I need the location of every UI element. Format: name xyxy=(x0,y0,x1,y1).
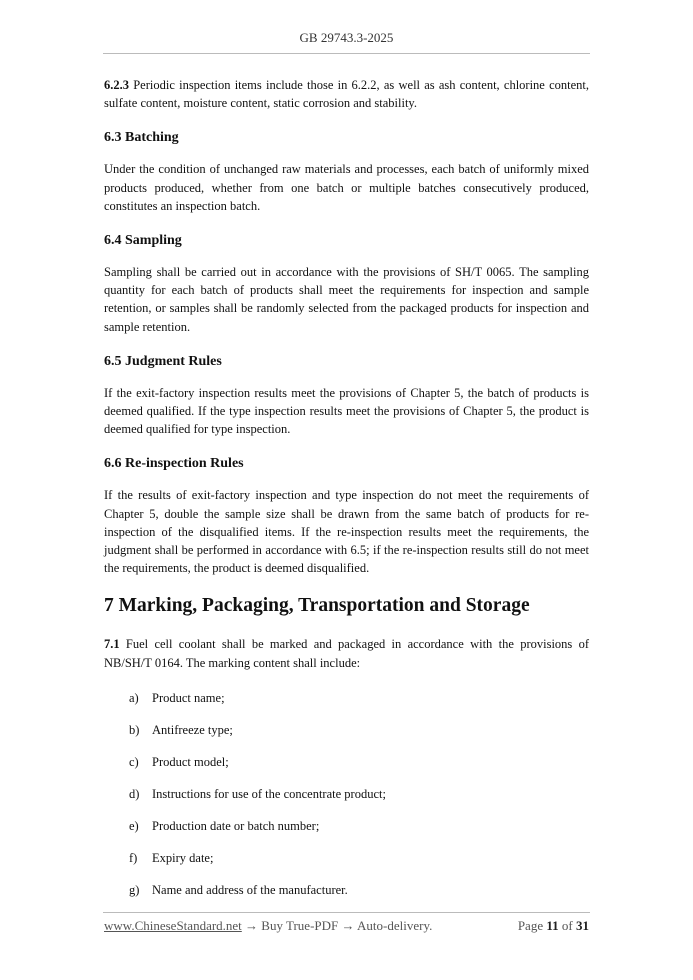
list-text: Name and address of the manufacturer. xyxy=(152,883,348,898)
list-marker: g) xyxy=(129,883,140,898)
list-marker: d) xyxy=(129,787,140,802)
list-text: Antifreeze type; xyxy=(152,722,233,737)
list-item xyxy=(104,849,589,867)
site-link[interactable]: www.ChineseStandard.net xyxy=(104,918,242,933)
list-text: Expiry date; xyxy=(152,851,214,866)
clause-6-5-text: If the exit-factory inspection results meet the provisions of Chapter 5, the batch of products is deemed qualified. If the type inspection results meet the provisions of Chapter 5, the product is deemed qualified for type inspection. xyxy=(104,385,589,437)
footer-promo xyxy=(104,918,432,934)
clause-number: 6.2.3 xyxy=(104,78,129,92)
total-pages: 31 xyxy=(576,918,589,933)
header-divider xyxy=(103,53,590,54)
current-page: 11 xyxy=(546,918,559,933)
page-content xyxy=(104,76,589,914)
list-item xyxy=(104,881,589,899)
page-number xyxy=(518,918,589,934)
heading-6-6: 6.6 Re-inspection Rules xyxy=(104,456,244,472)
clause-6-2-3 xyxy=(104,76,589,112)
footer-divider xyxy=(103,912,590,913)
list-item xyxy=(104,753,589,771)
list-text: Production date or batch number; xyxy=(152,819,320,834)
clause-6-6-text: If the results of exit-factory inspection and type inspection do not meet the requirements of Chapter 5, double the sample size shall be drawn from the same batch of products for re-inspection of the disqualified items. If the re-inspection results meet the requirements, the judgment shall be performed in accordance with 6.5; if the re-inspection results still do not meet the requirements, the product is deemed disqualified. xyxy=(104,488,589,576)
clause-7-1 xyxy=(104,635,589,671)
list-marker: b) xyxy=(129,722,140,737)
heading-6-4: 6.4 Sampling xyxy=(104,233,182,249)
list-item xyxy=(104,721,589,739)
list-item xyxy=(104,817,589,835)
chapter-7-heading: 7 Marking, Packaging, Transportation and Storage xyxy=(104,595,530,617)
list-item xyxy=(104,785,589,803)
heading-6-3: 6.3 Batching xyxy=(104,130,179,146)
clause-6-3-text: Under the condition of unchanged raw materials and processes, each batch of uniformly mixed products produced, whether from one batch or multiple batches consecutively produced, constitutes an inspection batch. xyxy=(104,162,589,213)
of-label: of xyxy=(558,918,576,933)
list-item xyxy=(104,689,589,707)
arrow-right-icon: → xyxy=(241,918,262,933)
clause-6-4-text: Sampling shall be carried out in accordance with the provisions of SH/T 0065. The sampling quantity for each batch of products shall meet the requirements for inspection and sample retention, or samples shall be randomly selected from the packaged products for inspection and sample retention. xyxy=(104,265,589,334)
buy-pdf-text: Buy True-PDF xyxy=(261,918,339,933)
list-text: Instructions for use of the concentrate product; xyxy=(152,787,386,802)
list-text: Product name; xyxy=(152,690,225,705)
heading-6-5: 6.5 Judgment Rules xyxy=(104,353,222,369)
list-marker: e) xyxy=(129,819,139,834)
marking-content-list xyxy=(104,689,589,900)
clause-text: Fuel cell coolant shall be marked and packaged in accordance with the provisions of NB/SH/T 0164. The marking content shall include: xyxy=(104,637,589,670)
clause-number: 7.1 xyxy=(104,637,120,652)
arrow-right-icon: → xyxy=(338,918,358,933)
list-marker: c) xyxy=(129,755,139,770)
list-text: Product model; xyxy=(152,755,229,770)
list-marker: f) xyxy=(129,851,138,866)
clause-text: Periodic inspection items include those in 6.2.2, as well as ash content, chlorine content, sulfate content, moisture content, static corrosion and stability. xyxy=(104,78,589,111)
page-header: GB 29743.3-2025 xyxy=(299,30,394,45)
auto-delivery-text: Auto-delivery. xyxy=(357,918,433,933)
page-label: Page xyxy=(517,918,547,933)
list-marker: a) xyxy=(129,690,139,705)
